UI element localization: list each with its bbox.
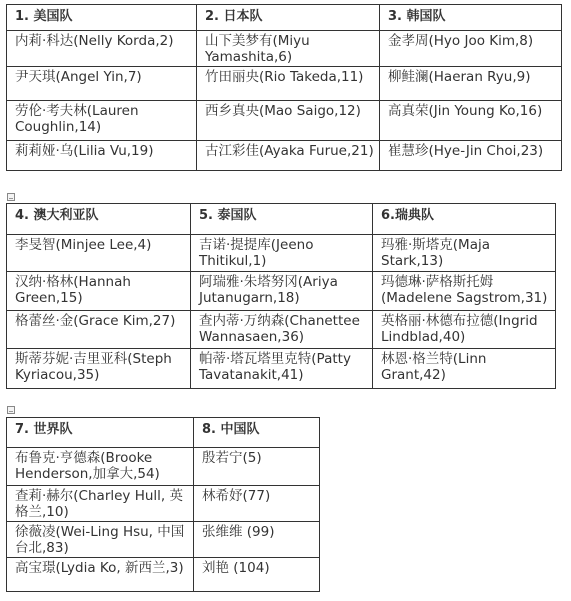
player-cell: 高真荣(Jin Young Ko,16) [380,101,562,141]
player-cell: 张维维 (99) [194,522,320,558]
player-cell: 山下美梦有(Miyu Yamashita,6) [197,31,380,67]
player-cell: 查内蒂·万纳森(Chanettee Wannasaen,36) [191,311,373,349]
team-table-2 [6,203,556,389]
team-table-3 [6,417,320,592]
player-cell: 汉纳·格林(Hannah Green,15) [7,272,191,311]
player-cell: 殷若宁(5) [194,448,320,486]
player-cell: 劳伦·考夫林(Lauren Coughlin,14) [7,101,197,141]
team-header: 1. 美国队 [7,5,197,31]
player-cell: 查莉·赫尔(Charley Hull, 英格兰,10) [7,486,194,522]
player-cell: 英格丽·林德布拉德(Ingrid Lindblad,40) [373,311,556,349]
team-header: 6.瑞典队 [373,204,556,235]
player-cell: 吉诺·提提库(Jeeno Thitikul,1) [191,235,373,272]
player-cell: 竹田丽央(Rio Takeda,11) [197,67,380,101]
player-cell: 林恩·格兰特(Linn Grant,42) [373,349,556,389]
team-header: 3. 韩国队 [380,5,562,31]
player-cell: 林希妤(77) [194,486,320,522]
player-cell: 格蕾丝·金(Grace Kim,27) [7,311,191,349]
player-cell: 尹天琪(Angel Yin,7) [7,67,197,101]
broken-image-icon [7,406,15,414]
player-cell: 徐薇凌(Wei-Ling Hsu, 中国台北,83) [7,522,194,558]
player-cell: 玛雅·斯塔克(Maja Stark,13) [373,235,556,272]
broken-image-icon [7,193,15,201]
player-cell: 金孝周(Hyo Joo Kim,8) [380,31,562,67]
team-table-1 [6,4,562,171]
player-cell: 玛德琳·萨格斯托姆(Madelene Sagstrom,31) [373,272,556,311]
player-cell: 莉莉娅·乌(Lilia Vu,19) [7,141,197,171]
team-header: 7. 世界队 [7,418,194,448]
player-cell: 李旻智(Minjee Lee,4) [7,235,191,272]
player-cell: 西乡真央(Mao Saigo,12) [197,101,380,141]
player-cell: 帕蒂·塔瓦塔里克特(Patty Tavatanakit,41) [191,349,373,389]
player-cell: 古江彩佳(Ayaka Furue,21) [197,141,380,171]
player-cell: 斯蒂芬妮·吉里亚科(Steph Kyriacou,35) [7,349,191,389]
team-header: 5. 泰国队 [191,204,373,235]
player-cell: 内莉·科达(Nelly Korda,2) [7,31,197,67]
player-cell: 崔慧珍(Hye-Jin Choi,23) [380,141,562,171]
player-cell: 柳鲑澜(Haeran Ryu,9) [380,67,562,101]
player-cell: 阿瑞雅·朱塔努冈(Ariya Jutanugarn,18) [191,272,373,311]
team-header: 2. 日本队 [197,5,380,31]
team-header: 8. 中国队 [194,418,320,448]
team-header: 4. 澳大利亚队 [7,204,191,235]
player-cell: 高宝璟(Lydia Ko, 新西兰,3) [7,558,194,592]
player-cell: 刘艳 (104) [194,558,320,592]
player-cell: 布鲁克·亨德森(Brooke Henderson,加拿大,54) [7,448,194,486]
